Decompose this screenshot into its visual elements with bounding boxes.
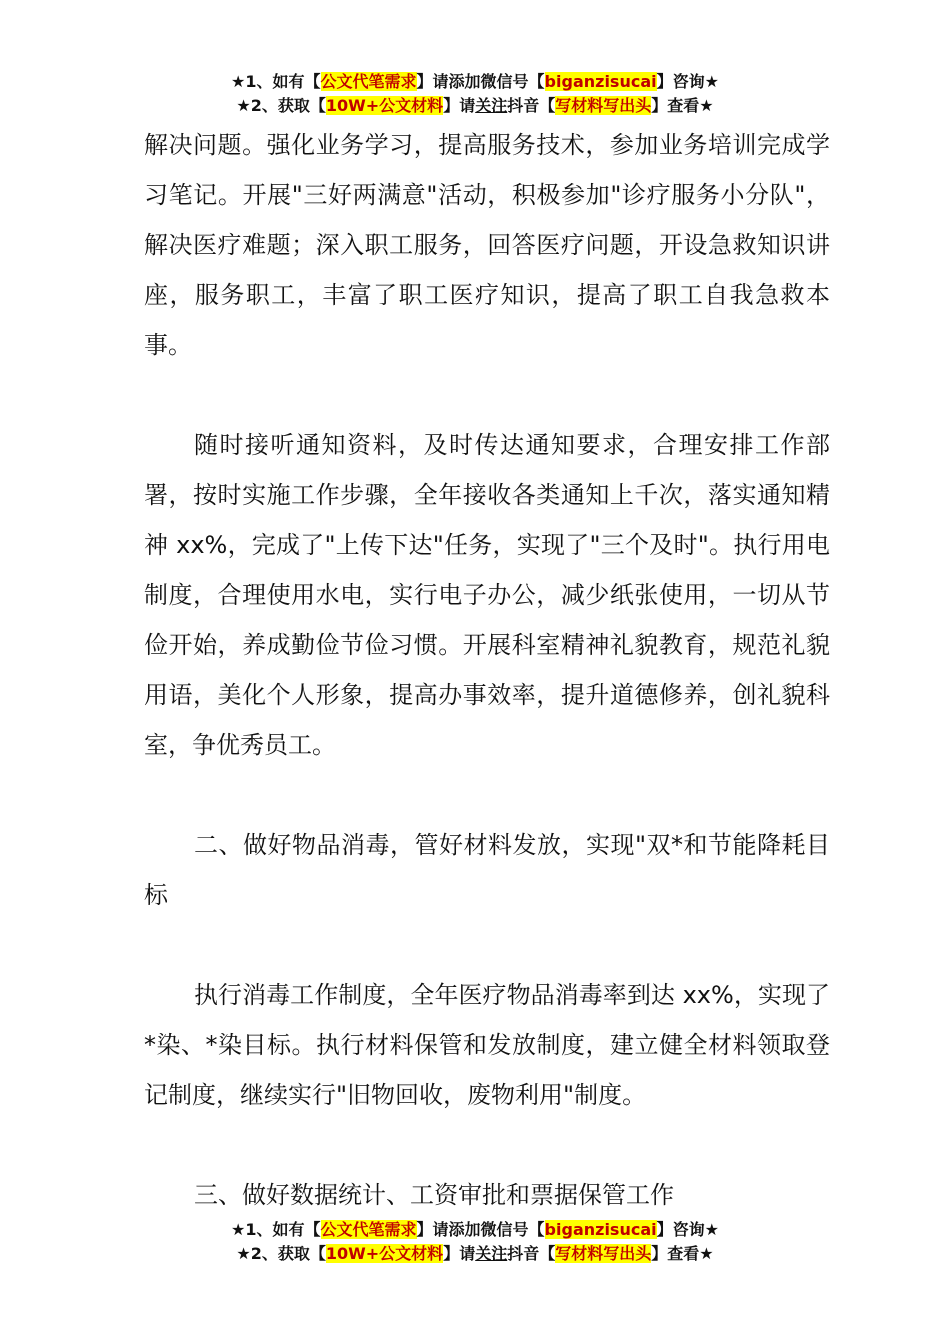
- banner-line-1: ★1、如有【公文代笔需求】请添加微信号【biganzisucai】咨询★: [231, 72, 719, 91]
- banner-line-2: ★2、获取【10W+公文材料】请关注抖音【写材料写出头】查看★: [236, 96, 714, 115]
- paragraph-3: 执行消毒工作制度，全年医疗物品消毒率到达 xx%，实现了*染、*染目标。执行材料保管和发放制度，建立健全材料领取登记制度，继续实行"旧物回收，废物利用"制度。: [144, 981, 830, 1109]
- highlight-douyin: 写材料写出头: [555, 1244, 652, 1263]
- highlight-douyin: 写材料写出头: [555, 96, 652, 115]
- section-heading-2: 二、做好物品消毒，管好材料发放，实现"双*和节能降耗目标: [144, 831, 830, 909]
- highlight-wechat-id: biganzisucai: [544, 72, 657, 91]
- header-banner: [0, 70, 950, 118]
- underlined-follow: 关注: [475, 1244, 508, 1263]
- highlight-materials: 10W+公文材料: [325, 96, 444, 115]
- highlight-materials: 10W+公文材料: [325, 1244, 444, 1263]
- underlined-follow: 关注: [475, 96, 508, 115]
- document-body: [144, 120, 830, 1220]
- highlight-service: 公文代笔需求: [320, 72, 417, 91]
- footer-banner: [0, 1218, 950, 1266]
- paragraph-2: 随时接听通知资料，及时传达通知要求，合理安排工作部署，按时实施工作步骤，全年接收各类通知上千次，落实通知精神 xx%，完成了"上传下达"任务，实现了"三个及时"。执行用电制度，合理使用水电，实行电子办公，减少纸张使用，一切从节俭开始，养成勤俭节俭习惯。开展科室精神礼貌教育，规范礼貌用语，美化个人形象，提高办事效率，提升道德修养，创礼貌科室，争优秀员工。: [144, 431, 830, 759]
- section-heading-3: 三、做好数据统计、工资审批和票据保管工作: [194, 1181, 674, 1209]
- banner-line-2: ★2、获取【10W+公文材料】请关注抖音【写材料写出头】查看★: [236, 1244, 714, 1263]
- paragraph-1: 解决问题。强化业务学习，提高服务技术，参加业务培训完成学习笔记。开展"三好两满意"活动，积极参加"诊疗服务小分队"，解决医疗难题；深入职工服务，回答医疗问题，开设急救知识讲座，服务职工，丰富了职工医疗知识，提高了职工自我急救本事。: [144, 131, 830, 359]
- highlight-service: 公文代笔需求: [320, 1220, 417, 1239]
- highlight-wechat-id: biganzisucai: [544, 1220, 657, 1239]
- banner-line-1: ★1、如有【公文代笔需求】请添加微信号【biganzisucai】咨询★: [231, 1220, 719, 1239]
